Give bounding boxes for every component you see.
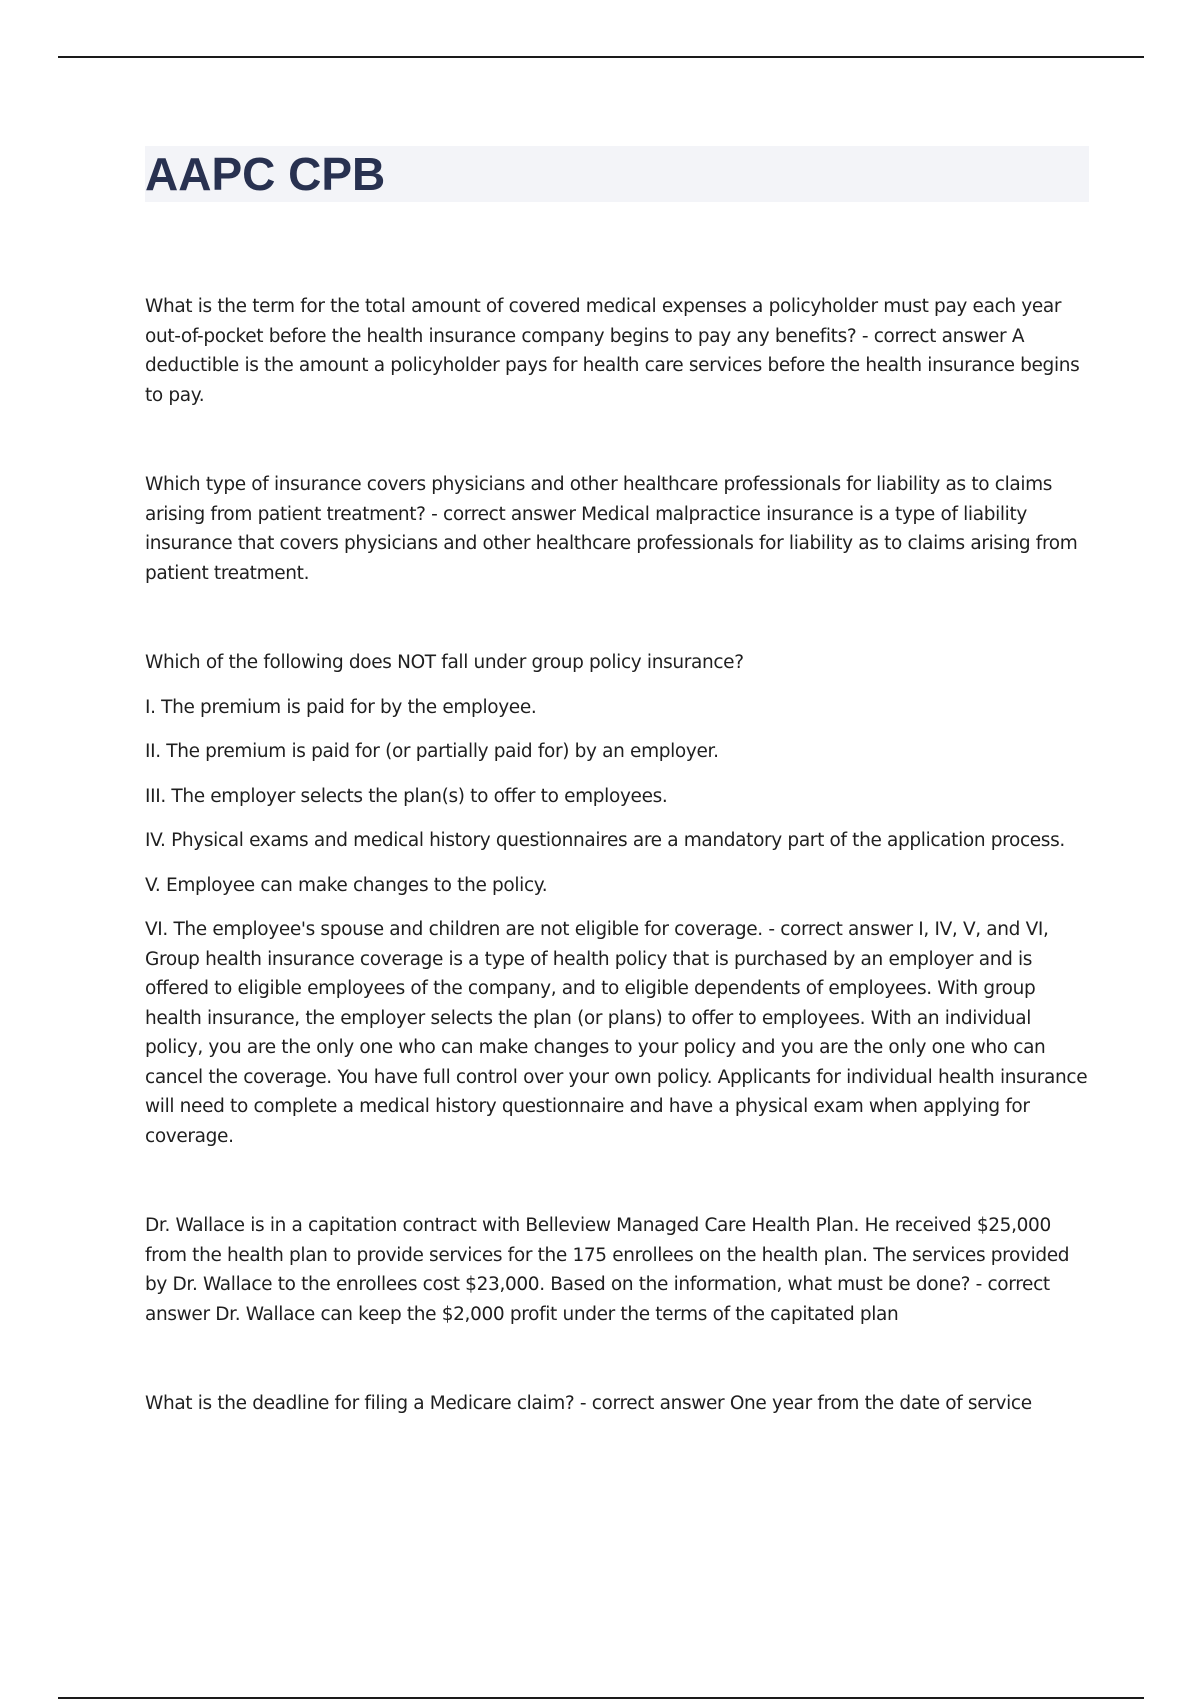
- document-body: [145, 292, 1091, 1419]
- option-ii: II. The premium is paid for (or partially paid for) by an employer.: [145, 741, 719, 762]
- qa-medicare-deadline: What is the deadline for filing a Medicare claim? - correct answer One year from the date of service: [145, 1393, 1032, 1414]
- bottom-divider: [58, 1697, 1144, 1699]
- question-prompt: Which of the following does NOT fall under group policy insurance?: [145, 652, 744, 673]
- qa-malpractice: Which type of insurance covers physicians and other healthcare professionals for liability as to claims arising from patient treatment? - correct answer Medical malpractice insurance is a type of liability insurance that covers physicians and other healthcare professionals for liability as to claims arising from patient treatment.: [145, 474, 1078, 584]
- option-iii: III. The employer selects the plan(s) to offer to employees.: [145, 785, 668, 807]
- option-v: V. Employee can make changes to the policy.: [145, 874, 548, 896]
- top-divider: [58, 56, 1144, 58]
- option-iv: IV. Physical exams and medical history questionnaires are a mandatory part of the application process.: [145, 830, 1065, 851]
- option-vi-answer: VI. The employee's spouse and children are not eligible for coverage. - correct answer I, IV, V, and VI, Group health insurance coverage is a type of health policy that is purchased by an employer and is offered to eligible employees of the company, and to eligible dependents of employees. With group health insurance, the employer selects the plan (or plans) to offer to employees. With an individual policy, you are the only one who can make changes to your policy and you are the only one who can cancel the coverage. You have full control over your own policy. Applicants for individual health insurance will need to complete a medical history questionnaire and have a physical exam when applying for coverage.: [145, 919, 1088, 1147]
- option-i: I. The premium is paid for by the employee.: [145, 696, 537, 718]
- document-title: AAPC CPB: [145, 148, 386, 200]
- qa-deductible: What is the term for the total amount of covered medical expenses a policyholder must pay each year out-of-pocket before the health insurance company begins to pay any benefits? - correct answer A deductible is the amount a policyholder pays for health care services before the health insurance begins to pay.: [145, 296, 1080, 406]
- group-policy-question: [145, 648, 1091, 1151]
- qa-capitation: Dr. Wallace is in a capitation contract with Belleview Managed Care Health Plan. He received $25,000 from the health plan to provide services for the 175 enrollees on the health plan. The services provided by Dr. Wallace to the enrollees cost $23,000. Based on the information, what must be done? - correct answer Dr. Wallace can keep the $2,000 profit under the terms of the capitated plan: [145, 1215, 1070, 1325]
